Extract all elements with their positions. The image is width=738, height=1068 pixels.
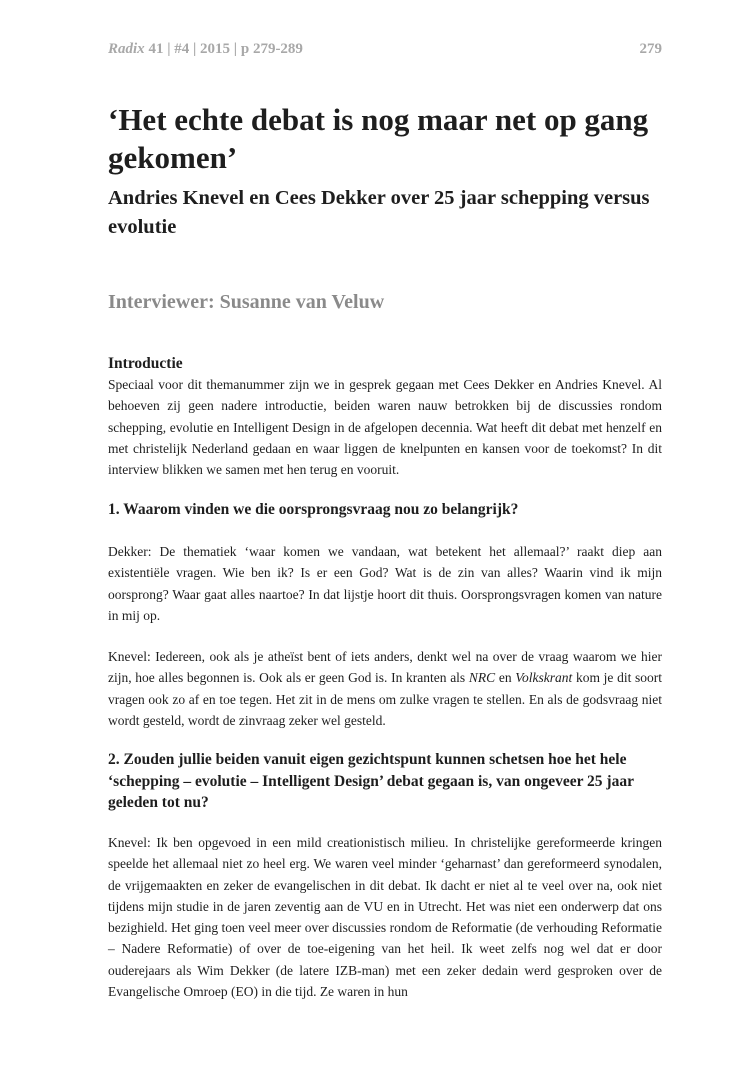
- question-1-heading: 1. Waarom vinden we die oorsprongsvraag nou zo belangrijk?: [108, 501, 519, 518]
- interviewer-line: Interviewer: Susanne van Veluw: [108, 291, 385, 313]
- article-title: ‘Het echte debat is nog maar net op gang gekomen’: [108, 102, 649, 175]
- knevel-answer-2: Knevel: Ik ben opgevoed in een mild creationistisch milieu. In christelijke gereformeerde kringen speelde het allemaal niet zo heel erg. We waren veel minder ‘geharnast’ dan gereformeerd synodalen, de vrijgemaakten en zeker de evangelischen in dit debat. Ik dacht er niet al te veel over na, ook niet tijdens mijn studie in de jaren zeventig aan de VU en in Utrecht. Het was niet een onderwerp dat ons bezighield. Het ging toen veel meer over discussies rondom de Reformatie (de verhouding Reformatie – Nadere Reformatie) of over de toe-eigening van het heil. Ik weet zelfs nog wel dat er door ouderejaars als Wim Dekker (de latere IZB-man) met een zeker dedain werd gesproken over de Evangelische Omroep (EO) in die tijd. Ze waren in hun: [108, 835, 662, 1000]
- intro-heading: Introductie: [108, 355, 183, 372]
- citation: 41 | #4 | 2015 | p 279-289: [144, 41, 303, 57]
- running-head: [108, 41, 662, 61]
- dekker-answer-1: Dekker: De thematiek ‘waar komen we vandaan, wat betekent het allemaal?’ raakt diep aan existentiële vragen. Wie ben ik? Is er een God? Wat is de zin van alles? Waarin vind ik mijn oorsprong? Waar gaat alles naartoe? In dat lijstje hoort dit thuis. Oorsprongsvragen komen van nature in mij op.: [108, 544, 662, 623]
- journal-name: Radix: [108, 41, 145, 57]
- article-subtitle: Andries Knevel en Cees Dekker over 25 jaar schepping versus evolutie: [108, 187, 650, 238]
- newspaper-volkskrant: Volkskrant: [515, 670, 573, 686]
- page-number: 279: [639, 41, 662, 57]
- question-2-heading: 2. Zouden jullie beiden vanuit eigen gezichtspunt kunnen schetsen hoe het hele ‘schepping – evolutie – Intelligent Design’ debat gegaan is, van ongeveer 25 jaar geleden tot nu?: [108, 751, 634, 811]
- intro-paragraph: Speciaal voor dit themanummer zijn we in gesprek gegaan met Cees Dekker en Andries Knevel. Al behoeven zij geen nadere introductie, beiden waren nauw betrokken bij de discussies rondom schepping, evolutie en Intelligent Design in de afgelopen decennia. Wat heeft dit debat met henzelf en met christelijk Nederland gedaan en waar liggen de knelpunten en kansen voor de toekomst? In dit interview blikken we samen met hen terug en vooruit.: [108, 377, 662, 478]
- newspaper-nrc: NRC: [468, 670, 496, 686]
- knevel-answer-1: Knevel: Iedereen, ook als je atheïst bent of iets anders, denkt wel na over de vraag waarom we hier zijn, hoe alles begonnen is. Ook als er geen God is. In kranten als NRC en Volkskrant kom je dit soort vragen ook zo af en toe tegen. Het zit in de mens om zulke vragen te stellen. En als de godsvraag niet wordt gesteld, wordt de zinvraag zeker wel gesteld.: [108, 649, 663, 728]
